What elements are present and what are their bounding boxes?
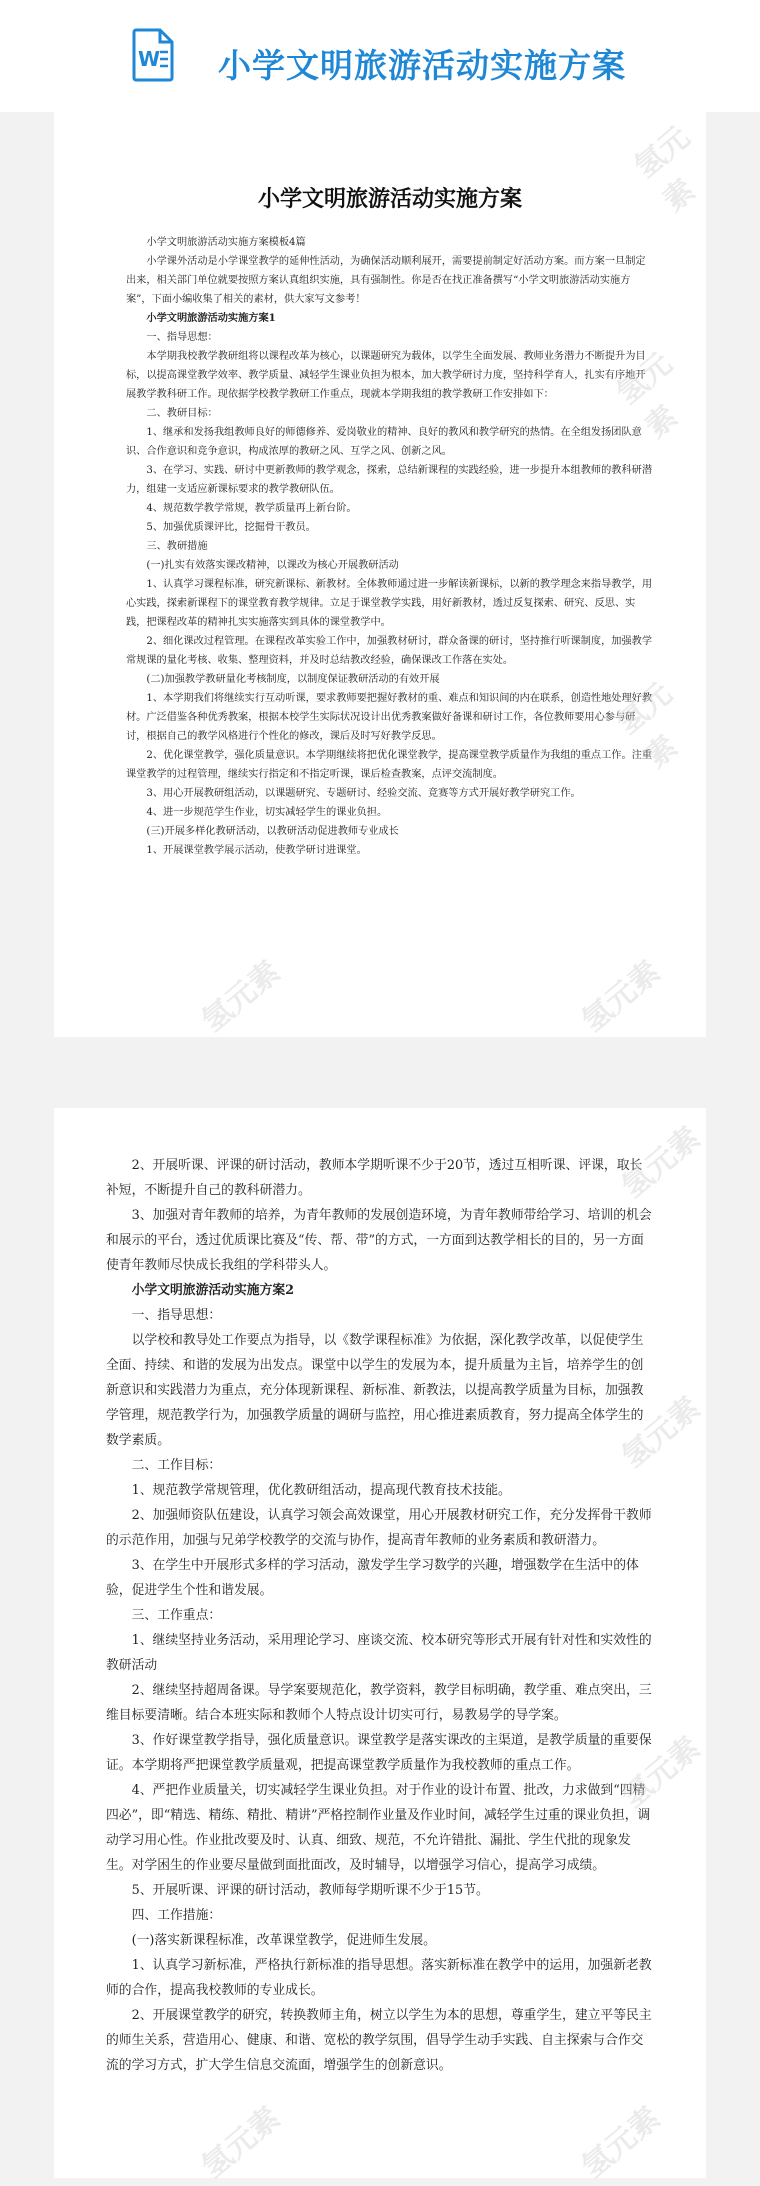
- paragraph: 5、加强优质课评比，挖掘骨干教员。: [146, 522, 316, 533]
- paragraph: 2、开展听课、评课的研讨活动，教师本学期听课不少于20节，透过互相听课、评课，取长补短，不断提升自己的教科研潜力。: [106, 1158, 643, 1198]
- section-heading: 小学文明旅游活动实施方案2: [131, 1283, 295, 1298]
- word-document-icon: [130, 28, 174, 82]
- paragraph: 3、用心开展教研组活动，以课题研究、专题研讨、经验交流、竞赛等方式开展好教学研究工作。: [146, 788, 581, 799]
- paragraph: 1、继续坚持业务活动，采用理论学习、座谈交流、校本研究等形式开展有针对性和实效性的教研活动: [106, 1633, 652, 1673]
- paragraph: 3、作好课堂教学指导，强化质量意识。课堂教学是落实课改的主渠道，是教学质量的重要保证。本学期将严把课堂教学质量观，把提高课堂教学质量作为我校教师的重点工作。: [106, 1733, 652, 1773]
- page-2-body: [106, 1153, 654, 2078]
- watermark: 氢元素: [575, 2100, 667, 2186]
- paragraph: 三、工作重点：: [131, 1608, 222, 1623]
- section-heading: 小学文明旅游活动实施方案1: [146, 312, 276, 324]
- header-banner: [0, 0, 760, 112]
- paragraph: 1、开展课堂教学展示活动，使教学研讨进课堂。: [146, 845, 367, 856]
- paragraph: 三、教研措施: [146, 541, 208, 552]
- paragraph: 3、在学生中开展形式多样的学习活动，激发学生学习数学的兴趣，增强数学在生活中的体验，促进学生个性和谐发展。: [106, 1558, 639, 1598]
- paragraph: 一、指导思想：: [146, 332, 218, 343]
- document-page-1: [54, 112, 706, 1040]
- paragraph: 2、优化课堂教学，强化质量意识。本学期继续将把优化课堂教学，提高课堂教学质量作为我组的重点工作。注重课堂教学的过程管理，继续实行指定和不指定听课，课后检查教案，点评交流制度。: [126, 750, 653, 780]
- paragraph: 二、教研目标：: [146, 408, 218, 419]
- watermark: 氢元素: [615, 1390, 707, 1476]
- watermark: 氢元素: [628, 119, 702, 219]
- paragraph: 1、认真学习课程标准，研究新课标、新教材。全体教师通过进一步解读新课标，以新的教学理念来指导教学，用心实践，探索新课程下的课堂教育教学规律。立足于课堂教学实践，用好新教材，透过反复探索、研究、反思、实践，把课程改革的精神扎实实施落实到具体的课堂教学中。: [126, 579, 653, 628]
- banner-title: 小学文明旅游活动实施方案: [218, 46, 626, 85]
- paragraph: 以学校和教导处工作要点为指导，以《数学课程标准》为依据，深化教学改革，以促使学生全面、持续、和谐的发展为出发点。课堂中以学生的发展为本，提升质量为主旨，培养学生的创新意识和实践潜力为重点，充分体现新课程、新标准、新教法，以提高教学质量为目标，加强教学管理，规范教学行为，加强教学质量的调研与监控，用心推进素质教育，努力提高全体学生的数学素质。: [106, 1333, 644, 1448]
- document-page-2: [54, 1108, 707, 2186]
- paragraph: (二)加强教学教研量化考核制度，以制度保证教研活动的有效开展: [146, 674, 440, 685]
- paragraph: 1、继承和发扬我组教师良好的师德修养、爱岗敬业的精神、良好的教风和教学研究的热情。在全组发扬团队意识、合作意识和竞争意识，构成浓厚的教研之风、互学之风、创新之风。: [126, 427, 642, 457]
- paragraph: 二、工作目标：: [131, 1458, 222, 1473]
- watermark: 氢元素: [195, 2100, 287, 2186]
- watermark: 氢元素: [610, 676, 685, 776]
- paragraph: 一、指导思想：: [131, 1308, 222, 1323]
- paragraph: (一)扎实有效落实课改精神，以课改为核心开展教研活动: [146, 560, 399, 571]
- paragraph: 本学期我校教学教研组将以课程改革为核心，以课题研究为载体，以学生全面发展、教师业务潜力不断提升为目标，以提高课堂教学效率、教学质量、减轻学生课业负担为根本，加大教学研讨力度，坚持科学育人，扎实有序地开展教学教科研工作。现依据学校教学教研工作重点，现就本学期我组的教学教研工作安排如下：: [126, 351, 646, 400]
- paragraph: 3、加强对青年教师的培养，为青年教师的发展创造环境，为青年教师带给学习、培训的机会和展示的平台，透过优质课比赛及“传、帮、带”的方式，一方面到达教学相长的目的，另一方面使青年教师尽快成长我组的学科带头人。: [106, 1208, 652, 1273]
- paragraph: 2、加强师资队伍建设，认真学习领会高效课堂，用心开展教材研究工作，充分发挥骨干教师的示范作用，加强与兄弟学校教学的交流与协作，提高青年教师的业务素质和教研潜力。: [106, 1508, 652, 1548]
- paragraph: 小学文明旅游活动实施方案模板4篇: [146, 237, 306, 248]
- paragraph: 1、规范教学常规管理，优化教研组活动，提高现代教育技术技能。: [131, 1483, 511, 1498]
- paragraph: 4、严把作业质量关，切实减轻学生课业负担。对于作业的设计布置、批改，力求做到“四精四必”，即“精选、精练、精批、精讲”严格控制作业量及作业时间，减轻学生过重的课业负担，调动学习用心性。作业批改要及时、认真、细致、规范，不允许错批、漏批、学生代批的现象发生。对学困生的作业要尽量做到面批面改，及时辅导，以增强学习信心，提高学习成绩。: [106, 1783, 651, 1873]
- paragraph: 2、继续坚持超周备课。导学案要规范化，教学资料，教学目标明确，教学重、难点突出，三维目标要清晰。结合本班实际和教师个人特点设计切实可行，易教易学的导学案。: [106, 1683, 652, 1723]
- paragraph: (三)开展多样化教研活动，以教研活动促进教师专业成长: [146, 826, 399, 837]
- paragraph: 四、工作措施：: [131, 1908, 222, 1923]
- paragraph: 4、进一步规范学生作业，切实减轻学生的课业负担。: [146, 807, 388, 818]
- watermark: 氢元素: [610, 346, 685, 446]
- paragraph: 小学课外活动是小学课堂教学的延伸性活动，为确保活动顺利展开，需要提前制定好活动方案。而方案一旦制定出来，相关部门单位就要按照方案认真组织实施，具有强制性。你是否在找正准备撰写“小学文明旅游活动实施方案”，下面小编收集了相关的素材，供大家写文参考！: [126, 256, 646, 305]
- paragraph: 1、认真学习新标准，严格执行新标准的指导思想。落实新标准在教学中的运用，加强新老教师的合作，提高我校教师的专业成长。: [106, 1958, 652, 1998]
- paragraph: 3、在学习、实践、研讨中更新教师的教学观念，探索，总结新课程的实践经验，进一步提升本组教师的教科研潜力，组建一支适应新课标要求的教学教研队伍。: [126, 465, 653, 495]
- paragraph: 2、开展课堂教学的研究，转换教师主角，树立以学生为本的思想，尊重学生，建立平等民主的师生关系，营造用心、健康、和谐、宽松的教学氛围，倡导学生动手实践、自主探索与合作交流的学习方式，扩大学生信息交流面，增强学生的创新意识。: [106, 2008, 652, 2073]
- watermark: 氢元素: [615, 1730, 707, 1816]
- page-1-body: [126, 233, 654, 860]
- paragraph: 1、本学期我们将继续实行互动听课，要求教师要把握好教材的重、难点和知识间的内在联系，创造性地处理好教材。广泛借鉴各种优秀教案，根据本校学生实际状况设计出优秀教案做好备课和研讨工作，各位教师要用心参与研讨，根据自己的教学风格进行个性化的修改，课后及时写好教学反思。: [126, 693, 653, 742]
- watermark: 氢元素: [195, 954, 287, 1040]
- paragraph: 2、细化课改过程管理。在课程改革实验工作中，加强教材研讨，群众备课的研讨，坚持推行听课制度，加强教学常规课的量化考核、收集、整理资料，并及时总结教改经验，确保课改工作落在实处。: [126, 636, 653, 666]
- svg-text:W: W: [138, 47, 161, 71]
- watermark: 氢元素: [615, 1120, 707, 1206]
- paragraph: 4、规范数学教学常规，教学质量再上新台阶。: [146, 503, 357, 514]
- paragraph: (一)落实新课程标准，改革课堂教学，促进师生发展。: [131, 1933, 436, 1948]
- document-title: 小学文明旅游活动实施方案: [257, 186, 522, 212]
- watermark: 氢元素: [575, 954, 667, 1040]
- paragraph: 5、开展听课、评课的研讨活动，教师每学期听课不少于15节。: [131, 1883, 489, 1898]
